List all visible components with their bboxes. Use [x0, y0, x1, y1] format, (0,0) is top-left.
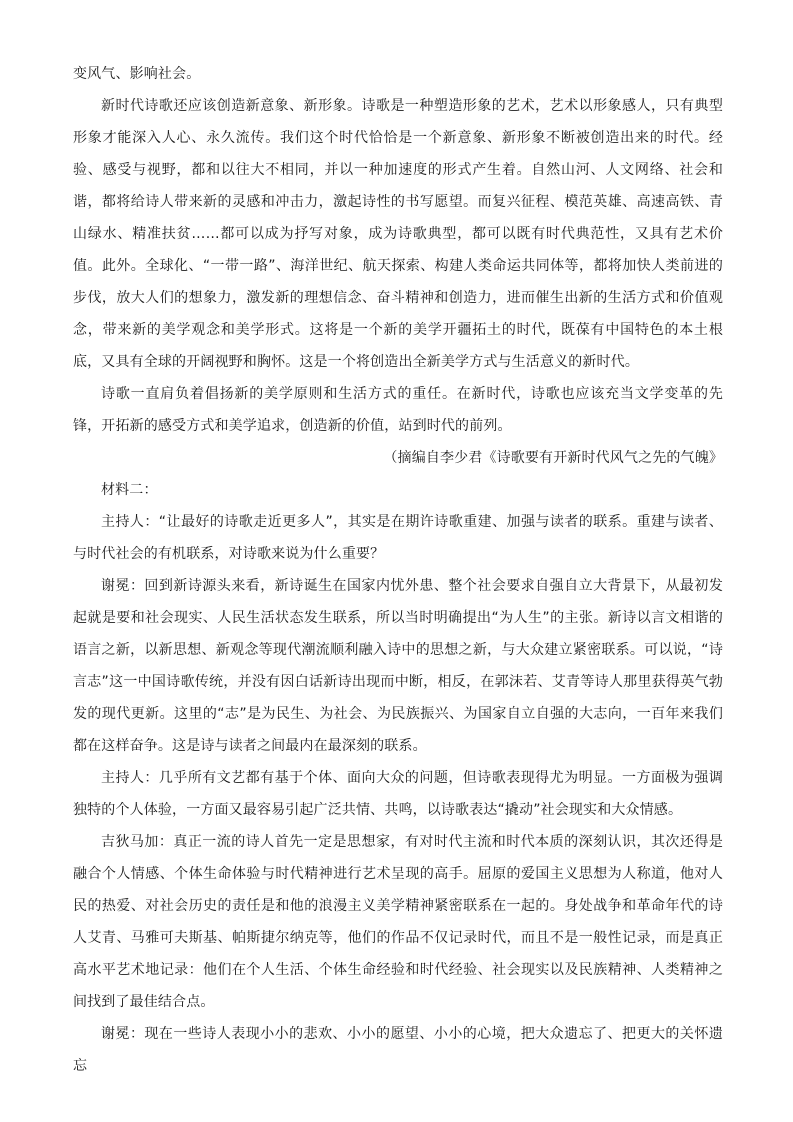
section-heading-material-two: 材料二：: [101, 482, 158, 498]
source-citation: （摘编自李少君《诗歌要有开新时代风气之先的气魄》: [383, 450, 723, 466]
paragraph-1: 新时代诗歌还应该创造新意象、新形象。诗歌是一种塑造形象的艺术，艺术以形象感人，只有典型形象才能深入人心、永久流传。我们这个时代恰恰是一个新意象、新形象不断被创造出来的时代。经验、感受与视野，都和以往大不相同，并以一种加速度的形式产生着。自然山河、人文网络、社会和谐，都将给诗人带来新的灵感和冲击力，激起诗性的书写愿望。而复兴征程、模范英雄、高速高铁、青山绿水、精准扶贫……都可以成为抒写对象，成为诗歌典型，都可以既有时代典范性，又具有艺术价值。此外。全球化、“一带一路”、海洋世纪、航天探索、构建人类命运共同体等，都将加快人类前进的步伐，放大人们的想象力，激发新的理想信念、奋斗精神和创造力，进而催生出新的生活方式和价值观念，带来新的美学观念和美学形式。这将是一个新的美学开疆拓土的时代，既葆有中国特色的本土根底，又具有全球的开阔视野和胸怀。这是一个将创造出全新美学方式与生活意义的新时代。: [73, 98, 723, 370]
paragraph-2: 诗歌一直肩负着倡扬新的美学原则和生活方式的重任。在新时代，诗歌也应该充当文学变革的先锋，开拓新的感受方式和美学追求，创造新的价值，站到时代的前列。: [73, 386, 723, 434]
paragraph-host-question-1: 主持人：“让最好的诗歌走近更多人”，其实是在期许诗歌重建、加强与读者的联系。重建与读者、与时代社会的有机联系，对诗歌来说为什么重要？: [73, 514, 723, 562]
document-page: [73, 58, 723, 1082]
paragraph-0: 变风气、影响社会。: [73, 66, 201, 82]
paragraph-xie-mian-answer-2: 谢冕：现在一些诗人表现小小的悲欢、小小的愿望、小小的心境，把大众遗忘了、把更大的关怀遗忘: [73, 1026, 723, 1074]
paragraph-xie-mian-answer-1: 谢冕：回到新诗源头来看，新诗诞生在国家内忧外患、整个社会要求自强自立大背景下，从最初发起就是要和社会现实、人民生活状态发生联系，所以当时明确提出“为人生”的主张。新诗以言文相谐的语言之新，以新思想、新观念等现代潮流顺利融入诗中的思想之新，与大众建立紧密联系。可以说，“诗言志”这一中国诗歌传统，并没有因白话新诗出现而中断，相反，在郭沫若、艾青等诗人那里获得英气勃发的现代更新。这里的“志”是为民生、为社会、为民族振兴、为国家自立自强的大志向，一百年来我们都在这样奋争。这是诗与读者之间最内在最深刻的联系。: [73, 578, 723, 754]
paragraph-host-question-2: 主持人：几乎所有文艺都有基于个体、面向大众的问题，但诗歌表现得尤为明显。一方面极为强调独特的个人体验，一方面又最容易引起广泛共情、共鸣，以诗歌表达“撬动”社会现实和大众情感。: [73, 770, 723, 818]
paragraph-jidi-majia-answer: 吉狄马加：真正一流的诗人首先一定是思想家，有对时代主流和时代本质的深刻认识，其次还得是融合个人情感、个体生命体验与时代精神进行艺术呈现的高手。屈原的爱国主义思想为人称道，他对人民的热爱、对社会历史的责任是和他的浪漫主义美学精神紧密联系在一起的。身处战争和革命年代的诗人艾青、马雅可夫斯基、帕斯捷尔纳克等，他们的作品不仅记录时代，而且不是一般性记录，而是真正高水平艺术地记录：他们在个人生活、个体生命经验和时代经验、社会现实以及民族精神、人类精神之间找到了最佳结合点。: [73, 834, 723, 1010]
